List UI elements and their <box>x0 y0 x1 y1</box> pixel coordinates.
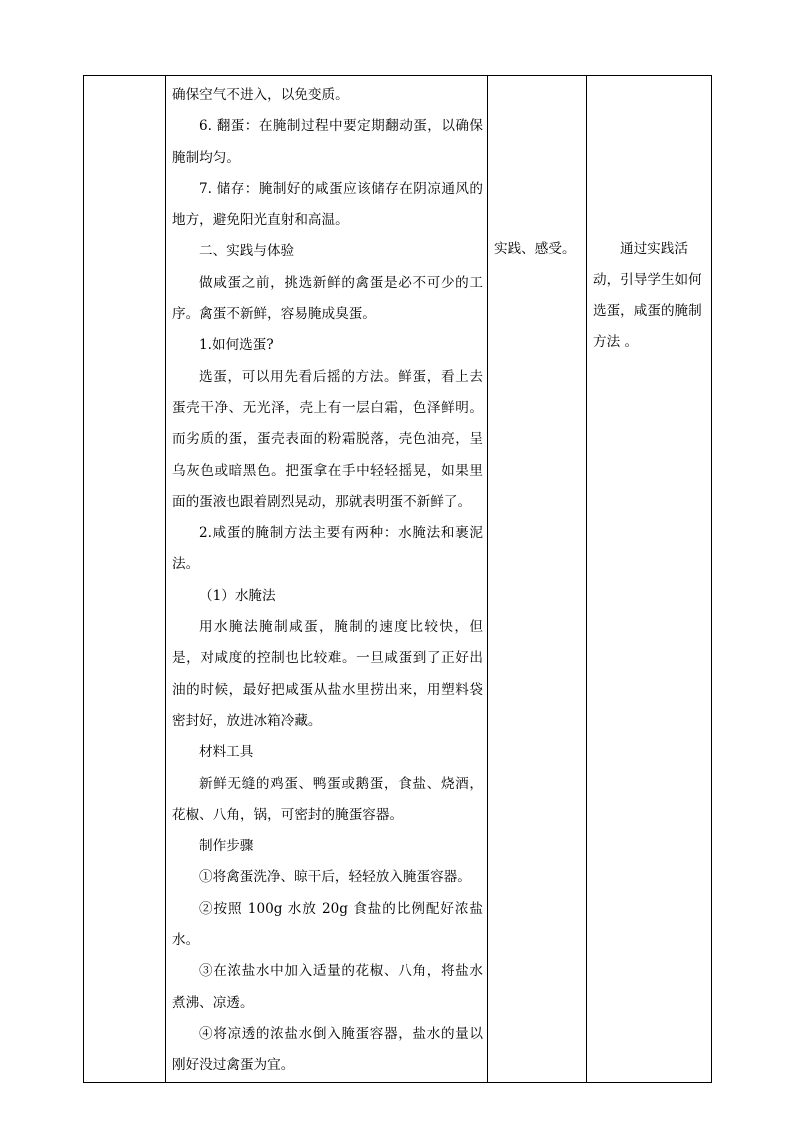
content-paragraph: 6. 翻蛋：在腌制过程中要定期翻动蛋，以确保腌制均匀。 <box>172 118 483 166</box>
content-paragraph: 选蛋，可以用先看后摇的方法。鲜蛋，看上去蛋壳干净、无光泽，壳上有一层白霜，色泽鲜明。而劣质的蛋，蛋壳表面的粉霜脱落，壳色油亮，呈乌灰色或暗黑色。把蛋拿在手中轻轻摇晃，如果里面的蛋液也跟着剧烈晃动，那就表明蛋不新鲜了。 <box>172 368 483 510</box>
content-paragraph: ③在浓盐水中加入适量的花椒、八角，将盐水煮沸、凉透。 <box>172 963 483 1011</box>
content-paragraph: ④将凉透的浓盐水倒入腌蛋容器，盐水的量以刚好没过禽蛋为宜。 <box>172 1025 483 1074</box>
teaching-content-cell <box>166 76 488 1083</box>
empty-first-column-cell <box>84 76 166 1083</box>
teaching-content <box>166 76 487 1082</box>
design-intent-cell <box>587 76 712 1083</box>
student-activity-cell <box>488 76 587 1083</box>
content-paragraph: 新鲜无缝的鸡蛋、鸭蛋或鹅蛋，食盐、烧酒，花椒、八角，锅，可密封的腌蛋容器。 <box>172 775 483 823</box>
content-paragraph: 制作步骤 <box>199 838 254 855</box>
lesson-plan-table <box>83 75 712 1083</box>
table-row <box>84 76 712 1083</box>
content-paragraph: 1.如何选蛋? <box>199 337 274 354</box>
content-paragraph: 二、实践与体验 <box>199 243 295 260</box>
content-paragraph: 确保空气不进入，以免变质。 <box>172 87 349 103</box>
content-paragraph: 2.咸蛋的腌制方法主要有两种：水腌法和裹泥法。 <box>172 525 483 573</box>
content-paragraph: （1）水腌法 <box>199 587 276 604</box>
content-paragraph: 做咸蛋之前，挑选新鲜的禽蛋是必不可少的工序。禽蛋不新鲜，容易腌成臭蛋。 <box>172 274 483 323</box>
content-paragraph: 材料工具 <box>199 744 254 761</box>
content-paragraph: 7. 储存：腌制好的咸蛋应该储存在阴凉通风的地方，避免阳光直射和高温。 <box>172 180 483 229</box>
student-activity-text: 实践、感受。 <box>494 241 576 257</box>
content-paragraph: ②按照 100g 水放 20g 食盐的比例配好浓盐水。 <box>172 900 483 949</box>
content-paragraph: 用水腌法腌制咸蛋，腌制的速度比较快，但是，对咸度的控制也比较难。一旦咸蛋到了正好出油的时候，最好把咸蛋从盐水里捞出来，用塑料袋密封好，放进冰箱冷藏。 <box>172 619 483 729</box>
content-paragraph: ①将禽蛋洗净、晾干后，轻轻放入腌蛋容器。 <box>199 869 471 886</box>
design-intent-text: 通过实践活动，引导学生如何选蛋，咸蛋的腌制方法 。 <box>593 241 702 350</box>
